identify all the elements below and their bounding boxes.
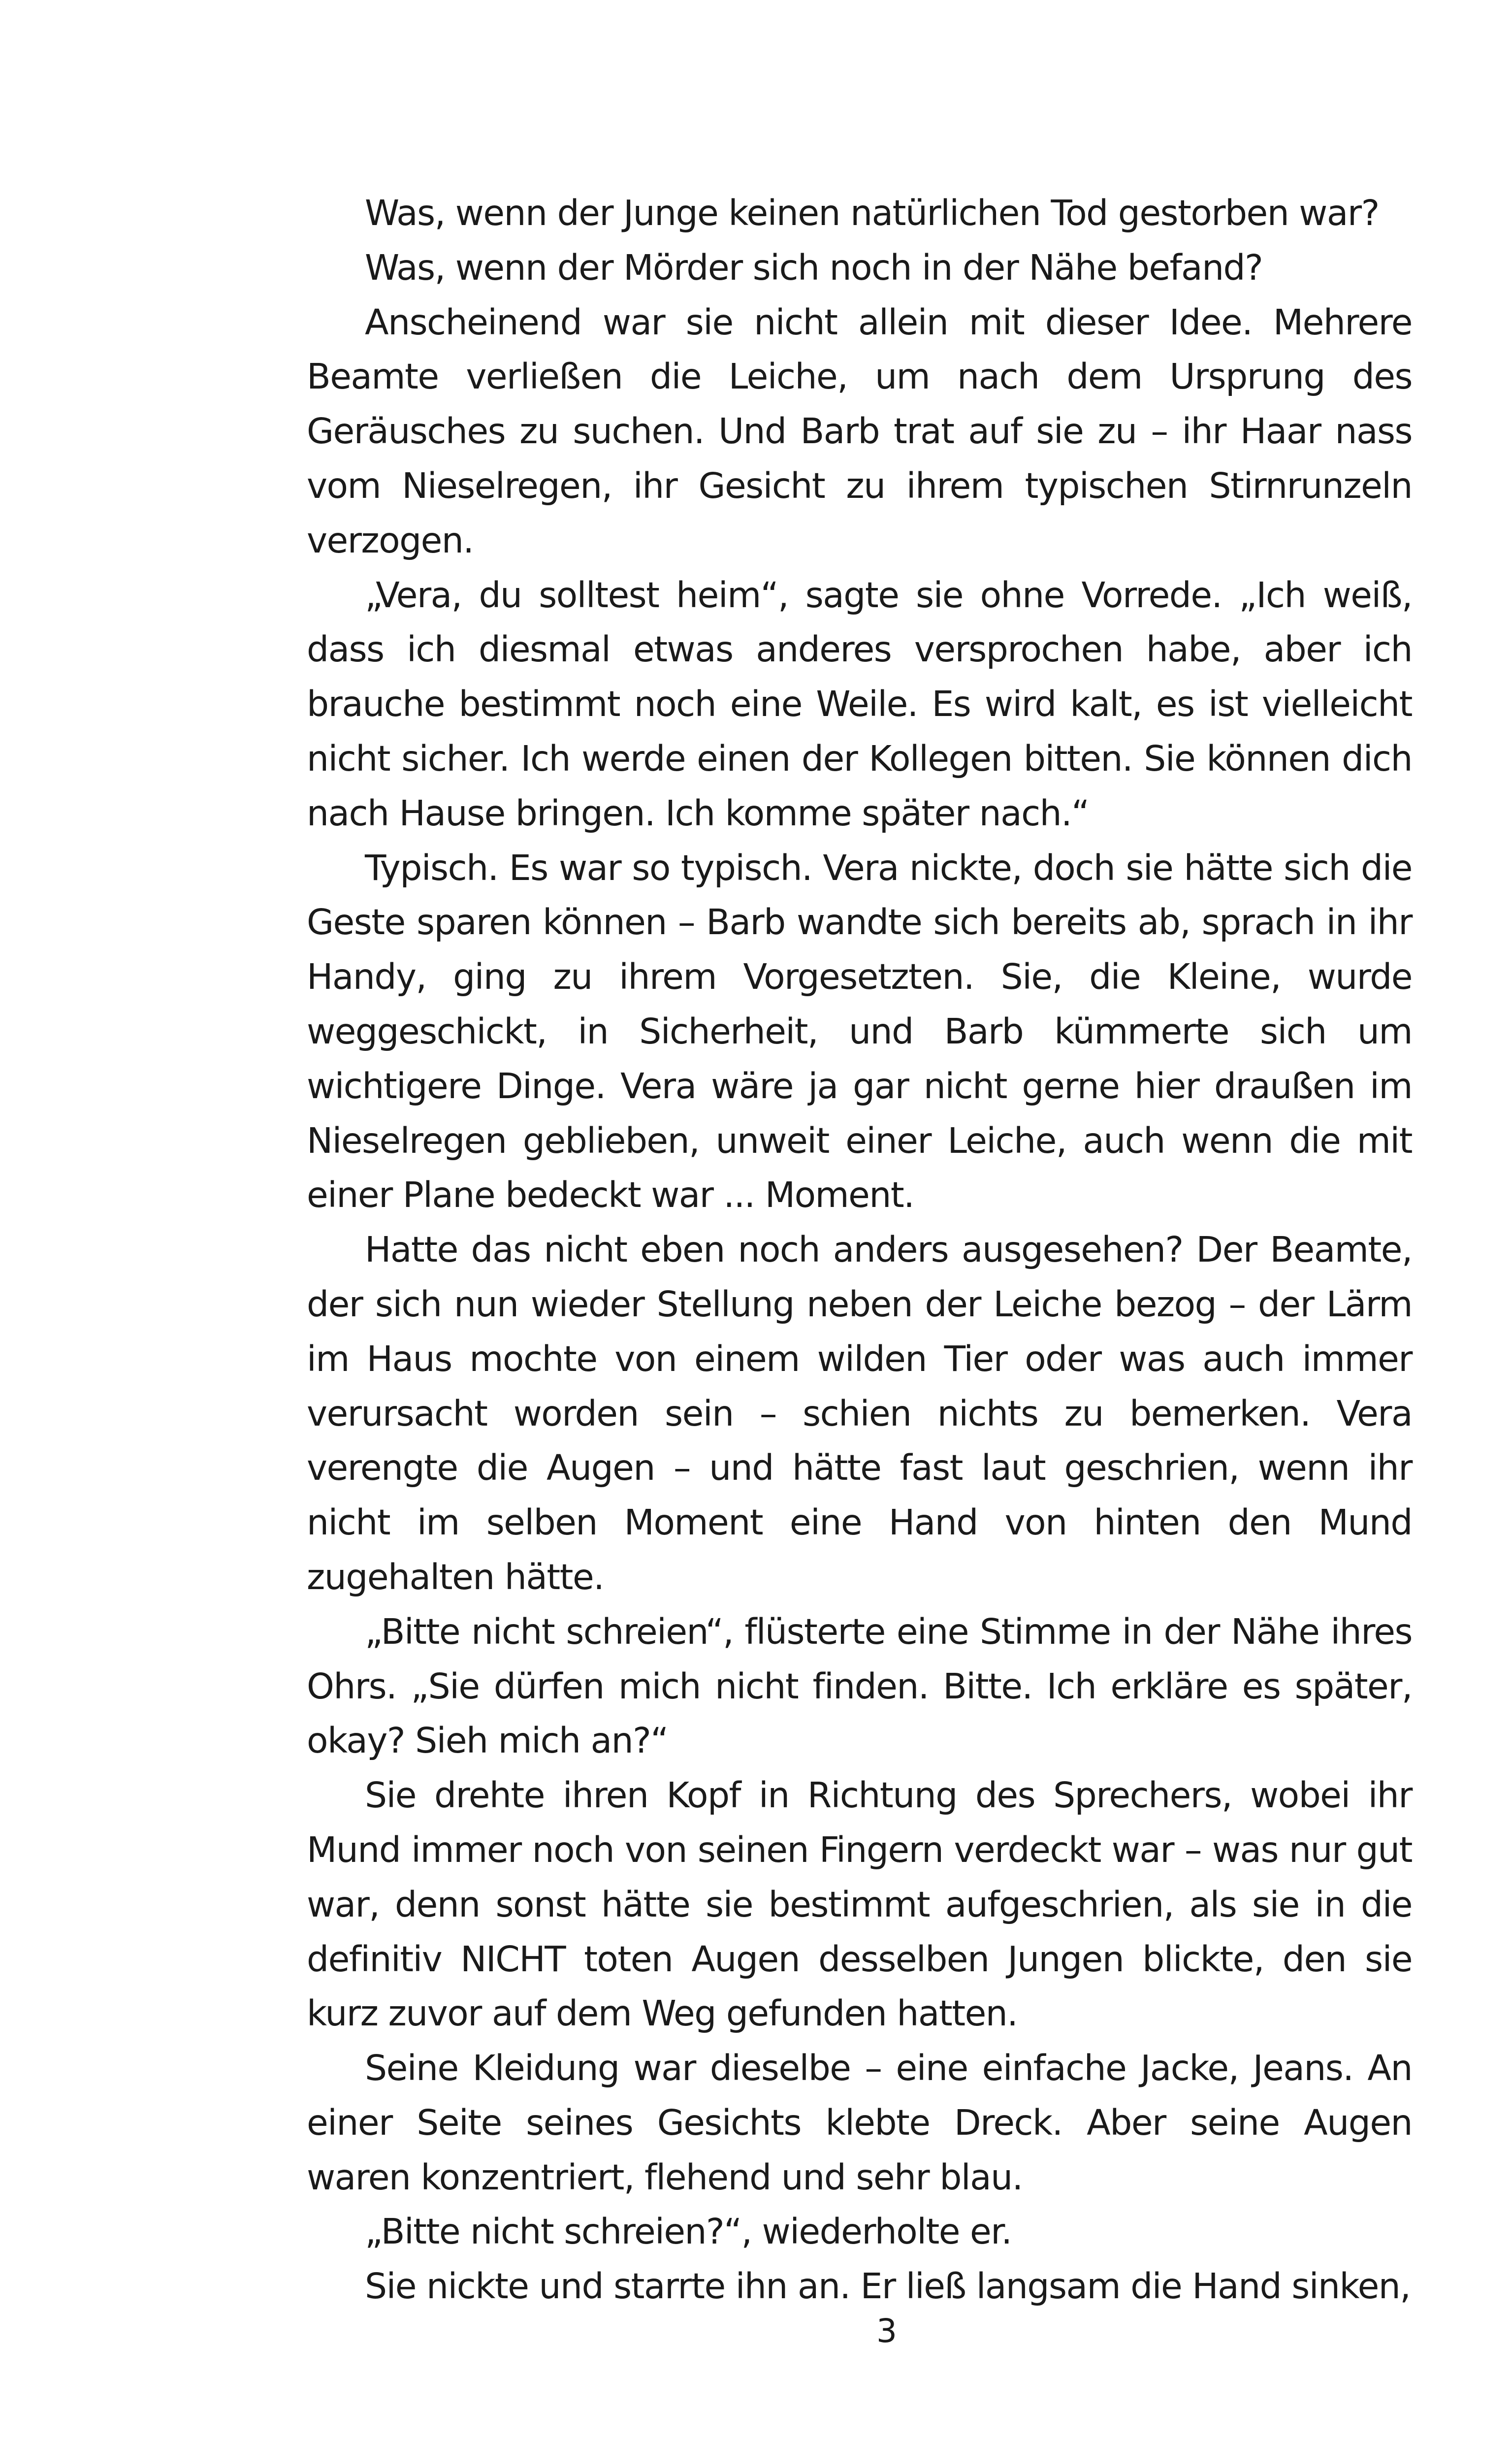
body-text (307, 186, 1412, 2314)
paragraph: Was, wenn der Mörder sich noch in der Nähe befand? (365, 247, 1263, 288)
paragraph: Was, wenn der Junge keinen natürlichen Tod gestorben war? (365, 193, 1379, 233)
page-number: 3 (876, 2312, 897, 2350)
paragraph: „Bitte nicht schreien“, flüsterte eine Stimme in der Nähe ihres Ohrs. „Sie dürfen mich nicht finden. Bitte. Ich erkläre es später, okay? Sieh mich an?“ (307, 1611, 1412, 1761)
paragraph: „Bitte nicht schreien?“, wiederholte er. (365, 2211, 1012, 2252)
paragraph: Hatte das nicht eben noch anders ausgesehen? Der Beamte, der sich nun wieder Stellung neben der Leiche bezog – der Lärm im Haus mochte von einem wilden Tier oder was auch immer verursacht worden sein – schien nichts zu bemerken. Vera verengte die Augen – und hätte fast laut geschrien, wenn ihr nicht im selben Moment eine Hand von hinten den Mund zugehalten hätte. (307, 1229, 1412, 1597)
paragraph: Sie drehte ihren Kopf in Richtung des Sprechers, wobei ihr Mund immer noch von seinen Fingern verdeckt war – was nur gut war, denn sonst hätte sie bestimmt aufgeschrien, als sie in die definitiv NICHT toten Augen desselben Jungen blickte, den sie kurz zuvor auf dem Weg gefunden hatten. (307, 1775, 1412, 2034)
paragraph: Typisch. Es war so typisch. Vera nickte, doch sie hätte sich die Geste sparen können – Barb wandte sich bereits ab, sprach in ihr Handy, ging zu ihrem Vorgesetzten. Sie, die Kleine, wurde weggeschickt, in Sicherheit, und Barb kümmerte sich um wichtigere Dinge. Vera wäre ja gar nicht gerne hier draußen im Nieselregen geblieben, unweit einer Leiche, auch wenn die mit einer Plane bedeckt war ... Moment. (307, 847, 1412, 1216)
paragraph: Anscheinend war sie nicht allein mit dieser Idee. Mehrere Beamte verließen die Leiche, um nach dem Ursprung des Geräusches zu suchen. Und Barb trat auf sie zu – ihr Haar nass vom Nieselregen, ihr Gesicht zu ihrem typischen Stirnrunzeln verzogen. (307, 301, 1412, 561)
paragraph: Seine Kleidung war dieselbe – eine einfache Jacke, Jeans. An einer Seite seines Gesichts klebte Dreck. Aber seine Augen waren konzentriert, flehend und sehr blau. (307, 2048, 1412, 2198)
paragraph: Sie nickte und starrte ihn an. Er ließ langsam die Hand sinken, (365, 2266, 1411, 2307)
paragraph: „Vera, du solltest heim“, sagte sie ohne Vorrede. „Ich weiß, dass ich diesmal etwas anderes versprochen habe, aber ich brauche bestimmt noch eine Weile. Es wird kalt, es ist vielleicht nicht sicher. Ich werde einen der Kollegen bitten. Sie können dich nach Hause bringen. Ich komme später nach.“ (307, 574, 1412, 834)
